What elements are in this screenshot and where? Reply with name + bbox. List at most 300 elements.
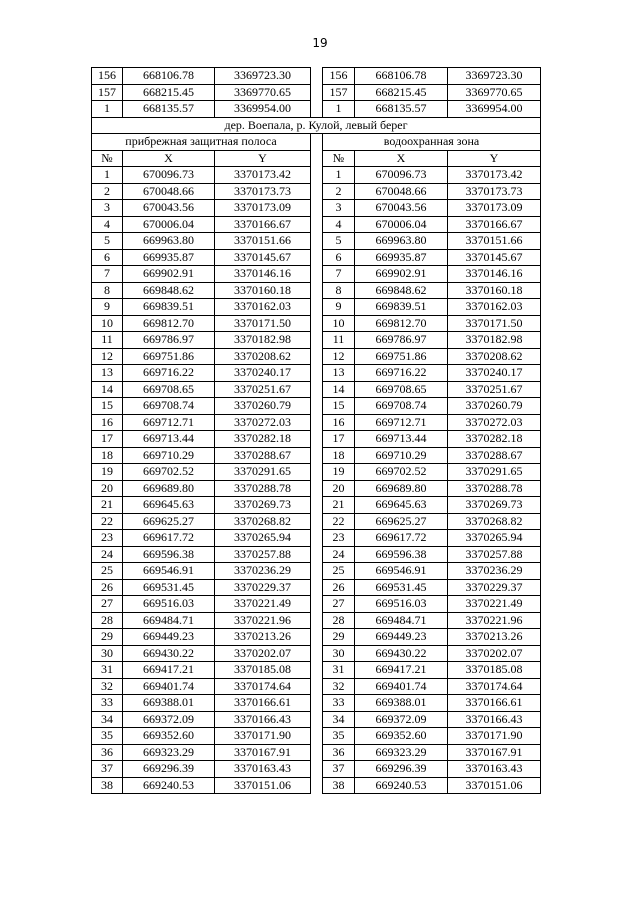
point-number: 3 <box>92 200 123 217</box>
x-coordinate: 669716.22 <box>123 365 215 382</box>
column-gap <box>311 84 323 101</box>
y-coordinate: 3370167.91 <box>215 744 311 761</box>
col-header-number: № <box>323 150 355 167</box>
column-gap <box>311 167 323 184</box>
x-coordinate: 669352.60 <box>123 728 215 745</box>
table-row <box>92 447 541 464</box>
x-coordinate: 670043.56 <box>355 200 448 217</box>
point-number: 6 <box>323 249 355 266</box>
x-coordinate: 669713.44 <box>355 431 448 448</box>
x-coordinate: 669812.70 <box>123 315 215 332</box>
point-number: 33 <box>323 695 355 712</box>
x-coordinate: 669751.86 <box>355 348 448 365</box>
y-coordinate: 3370151.06 <box>215 777 311 794</box>
column-gap <box>311 332 323 349</box>
col-header-number: № <box>92 150 123 167</box>
column-gap <box>311 711 323 728</box>
x-coordinate: 669625.27 <box>123 513 215 530</box>
point-number: 10 <box>323 315 355 332</box>
x-coordinate: 670006.04 <box>355 216 448 233</box>
y-coordinate: 3370174.64 <box>448 678 541 695</box>
y-coordinate: 3369954.00 <box>215 101 311 118</box>
x-coordinate: 669839.51 <box>123 299 215 316</box>
table-row <box>92 414 541 431</box>
point-number: 33 <box>92 695 123 712</box>
column-gap <box>311 183 323 200</box>
x-coordinate: 669689.80 <box>123 480 215 497</box>
column-gap <box>311 414 323 431</box>
column-gap <box>311 777 323 794</box>
x-coordinate: 669531.45 <box>123 579 215 596</box>
page-number: 19 <box>312 36 328 50</box>
x-coordinate: 669417.21 <box>123 662 215 679</box>
point-number: 26 <box>323 579 355 596</box>
column-gap <box>311 431 323 448</box>
point-number: 19 <box>92 464 123 481</box>
table-row <box>92 711 541 728</box>
point-number: 23 <box>323 530 355 547</box>
point-number: 5 <box>323 233 355 250</box>
point-number: 7 <box>92 266 123 283</box>
x-coordinate: 669323.29 <box>123 744 215 761</box>
point-number: 27 <box>323 596 355 613</box>
x-coordinate: 669323.29 <box>355 744 448 761</box>
point-number: 22 <box>323 513 355 530</box>
point-number: 1 <box>92 101 123 118</box>
table-row <box>92 563 541 580</box>
point-number: 23 <box>92 530 123 547</box>
x-coordinate: 670048.66 <box>123 183 215 200</box>
coordinates-table <box>91 67 541 794</box>
point-number: 28 <box>92 612 123 629</box>
point-number: 4 <box>323 216 355 233</box>
x-coordinate: 669430.22 <box>123 645 215 662</box>
y-coordinate: 3370146.16 <box>215 266 311 283</box>
table-row <box>92 761 541 778</box>
x-coordinate: 669902.91 <box>355 266 448 283</box>
x-coordinate: 669372.09 <box>123 711 215 728</box>
x-coordinate: 669296.39 <box>123 761 215 778</box>
column-gap <box>311 744 323 761</box>
point-number: 24 <box>92 546 123 563</box>
point-number: 28 <box>323 612 355 629</box>
column-gap <box>311 513 323 530</box>
y-coordinate: 3370171.50 <box>215 315 311 332</box>
y-coordinate: 3370288.67 <box>215 447 311 464</box>
table-row <box>92 678 541 695</box>
column-gap <box>311 530 323 547</box>
point-number: 14 <box>92 381 123 398</box>
y-coordinate: 3370151.06 <box>448 777 541 794</box>
column-gap <box>311 216 323 233</box>
x-coordinate: 669430.22 <box>355 645 448 662</box>
point-number: 37 <box>323 761 355 778</box>
x-coordinate: 669708.74 <box>355 398 448 415</box>
x-coordinate: 668106.78 <box>355 68 448 85</box>
y-coordinate: 3370182.98 <box>448 332 541 349</box>
x-coordinate: 669625.27 <box>355 513 448 530</box>
x-coordinate: 670096.73 <box>123 167 215 184</box>
point-number: 27 <box>92 596 123 613</box>
point-number: 13 <box>92 365 123 382</box>
column-gap <box>311 497 323 514</box>
y-coordinate: 3370166.61 <box>448 695 541 712</box>
table-row <box>92 612 541 629</box>
y-coordinate: 3369954.00 <box>448 101 541 118</box>
x-coordinate: 669839.51 <box>355 299 448 316</box>
point-number: 25 <box>323 563 355 580</box>
y-coordinate: 3370288.67 <box>448 447 541 464</box>
point-number: 1 <box>92 167 123 184</box>
point-number: 11 <box>323 332 355 349</box>
x-coordinate: 669388.01 <box>355 695 448 712</box>
x-coordinate: 669708.65 <box>355 381 448 398</box>
y-coordinate: 3370202.07 <box>448 645 541 662</box>
point-number: 1 <box>323 101 355 118</box>
x-coordinate: 669240.53 <box>355 777 448 794</box>
y-coordinate: 3370151.66 <box>215 233 311 250</box>
y-coordinate: 3370221.49 <box>448 596 541 613</box>
x-coordinate: 669902.91 <box>123 266 215 283</box>
point-number: 17 <box>92 431 123 448</box>
x-coordinate: 668135.57 <box>123 101 215 118</box>
x-coordinate: 669848.62 <box>355 282 448 299</box>
column-gap <box>311 282 323 299</box>
table-row <box>92 645 541 662</box>
x-coordinate: 668215.45 <box>355 84 448 101</box>
point-number: 30 <box>323 645 355 662</box>
point-number: 22 <box>92 513 123 530</box>
table-row <box>92 513 541 530</box>
y-coordinate: 3370291.65 <box>215 464 311 481</box>
point-number: 10 <box>92 315 123 332</box>
x-coordinate: 669712.71 <box>123 414 215 431</box>
column-gap <box>311 68 323 85</box>
water-protection-zone-title: водоохранная зона <box>323 134 541 151</box>
x-coordinate: 669596.38 <box>355 546 448 563</box>
point-number: 157 <box>323 84 355 101</box>
y-coordinate: 3370272.03 <box>215 414 311 431</box>
point-number: 15 <box>323 398 355 415</box>
point-number: 18 <box>323 447 355 464</box>
column-gap <box>311 398 323 415</box>
y-coordinate: 3370174.64 <box>215 678 311 695</box>
y-coordinate: 3370260.79 <box>215 398 311 415</box>
column-gap <box>311 464 323 481</box>
y-coordinate: 3370173.73 <box>215 183 311 200</box>
column-gap <box>311 596 323 613</box>
table-row <box>92 431 541 448</box>
y-coordinate: 3370171.90 <box>215 728 311 745</box>
point-number: 38 <box>92 777 123 794</box>
table-row <box>92 249 541 266</box>
point-number: 31 <box>323 662 355 679</box>
table-row <box>92 84 541 101</box>
point-number: 156 <box>92 68 123 85</box>
x-coordinate: 669751.86 <box>123 348 215 365</box>
table-row <box>92 216 541 233</box>
x-coordinate: 669702.52 <box>123 464 215 481</box>
point-number: 13 <box>323 365 355 382</box>
section-title-row <box>92 117 541 134</box>
x-coordinate: 669352.60 <box>355 728 448 745</box>
y-coordinate: 3370173.09 <box>215 200 311 217</box>
column-gap <box>311 695 323 712</box>
x-coordinate: 669708.74 <box>123 398 215 415</box>
column-gap <box>311 315 323 332</box>
table-row <box>92 299 541 316</box>
y-coordinate: 3370221.49 <box>215 596 311 613</box>
column-header-row <box>92 150 541 167</box>
y-coordinate: 3370291.65 <box>448 464 541 481</box>
column-gap <box>311 134 323 151</box>
y-coordinate: 3370162.03 <box>215 299 311 316</box>
y-coordinate: 3370229.37 <box>448 579 541 596</box>
point-number: 25 <box>92 563 123 580</box>
y-coordinate: 3370160.18 <box>215 282 311 299</box>
point-number: 2 <box>92 183 123 200</box>
point-number: 34 <box>323 711 355 728</box>
point-number: 26 <box>92 579 123 596</box>
point-number: 17 <box>323 431 355 448</box>
x-coordinate: 669617.72 <box>355 530 448 547</box>
y-coordinate: 3370166.43 <box>448 711 541 728</box>
y-coordinate: 3370166.61 <box>215 695 311 712</box>
zone-titles-row <box>92 134 541 151</box>
x-coordinate: 670048.66 <box>355 183 448 200</box>
point-number: 36 <box>92 744 123 761</box>
table-row <box>92 200 541 217</box>
x-coordinate: 669401.74 <box>123 678 215 695</box>
point-number: 1 <box>323 167 355 184</box>
point-number: 16 <box>92 414 123 431</box>
point-number: 2 <box>323 183 355 200</box>
column-gap <box>311 645 323 662</box>
x-coordinate: 669812.70 <box>355 315 448 332</box>
y-coordinate: 3370265.94 <box>215 530 311 547</box>
point-number: 8 <box>92 282 123 299</box>
table-row <box>92 398 541 415</box>
y-coordinate: 3369723.30 <box>215 68 311 85</box>
column-gap <box>311 348 323 365</box>
x-coordinate: 669716.22 <box>355 365 448 382</box>
column-gap <box>311 563 323 580</box>
y-coordinate: 3370236.29 <box>215 563 311 580</box>
col-header-x: X <box>355 150 448 167</box>
x-coordinate: 669645.63 <box>355 497 448 514</box>
x-coordinate: 669296.39 <box>355 761 448 778</box>
x-coordinate: 669963.80 <box>355 233 448 250</box>
point-number: 35 <box>92 728 123 745</box>
column-gap <box>311 546 323 563</box>
y-coordinate: 3370166.43 <box>215 711 311 728</box>
y-coordinate: 3370288.78 <box>215 480 311 497</box>
coordinate-rows <box>92 167 541 794</box>
x-coordinate: 669963.80 <box>123 233 215 250</box>
y-coordinate: 3370166.67 <box>215 216 311 233</box>
x-coordinate: 669786.97 <box>123 332 215 349</box>
x-coordinate: 669401.74 <box>355 678 448 695</box>
x-coordinate: 669531.45 <box>355 579 448 596</box>
column-gap <box>311 480 323 497</box>
column-gap <box>311 447 323 464</box>
x-coordinate: 669546.91 <box>123 563 215 580</box>
section-header <box>92 117 541 167</box>
col-header-x: X <box>123 150 215 167</box>
point-number: 36 <box>323 744 355 761</box>
x-coordinate: 669689.80 <box>355 480 448 497</box>
point-number: 20 <box>92 480 123 497</box>
point-number: 7 <box>323 266 355 283</box>
point-number: 32 <box>323 678 355 695</box>
column-gap <box>311 728 323 745</box>
coastal-strip-title: прибрежная защитная полоса <box>92 134 311 151</box>
x-coordinate: 669484.71 <box>123 612 215 629</box>
y-coordinate: 3370213.26 <box>448 629 541 646</box>
x-coordinate: 669935.87 <box>355 249 448 266</box>
table-row <box>92 332 541 349</box>
table-row <box>92 167 541 184</box>
table-row <box>92 68 541 85</box>
y-coordinate: 3370162.03 <box>448 299 541 316</box>
point-number: 18 <box>92 447 123 464</box>
y-coordinate: 3370251.67 <box>448 381 541 398</box>
column-gap <box>311 678 323 695</box>
y-coordinate: 3370173.42 <box>215 167 311 184</box>
y-coordinate: 3370282.18 <box>448 431 541 448</box>
y-coordinate: 3370171.90 <box>448 728 541 745</box>
column-gap <box>311 761 323 778</box>
y-coordinate: 3370160.18 <box>448 282 541 299</box>
table-row <box>92 266 541 283</box>
table-row <box>92 546 541 563</box>
x-coordinate: 670096.73 <box>355 167 448 184</box>
y-coordinate: 3370269.73 <box>448 497 541 514</box>
y-coordinate: 3370272.03 <box>448 414 541 431</box>
y-coordinate: 3370167.91 <box>448 744 541 761</box>
x-coordinate: 669617.72 <box>123 530 215 547</box>
x-coordinate: 669449.23 <box>355 629 448 646</box>
y-coordinate: 3370240.17 <box>448 365 541 382</box>
table-row <box>92 348 541 365</box>
point-number: 157 <box>92 84 123 101</box>
point-number: 21 <box>323 497 355 514</box>
x-coordinate: 669596.38 <box>123 546 215 563</box>
y-coordinate: 3370173.42 <box>448 167 541 184</box>
x-coordinate: 668135.57 <box>355 101 448 118</box>
point-number: 35 <box>323 728 355 745</box>
table-row <box>92 101 541 118</box>
point-number: 8 <box>323 282 355 299</box>
y-coordinate: 3370145.67 <box>215 249 311 266</box>
x-coordinate: 670006.04 <box>123 216 215 233</box>
column-gap <box>311 662 323 679</box>
point-number: 21 <box>92 497 123 514</box>
col-header-y: Y <box>215 150 311 167</box>
point-number: 32 <box>92 678 123 695</box>
y-coordinate: 3370221.96 <box>215 612 311 629</box>
point-number: 16 <box>323 414 355 431</box>
y-coordinate: 3370282.18 <box>215 431 311 448</box>
y-coordinate: 3370236.29 <box>448 563 541 580</box>
x-coordinate: 669712.71 <box>355 414 448 431</box>
y-coordinate: 3370257.88 <box>448 546 541 563</box>
table-row <box>92 728 541 745</box>
y-coordinate: 3370257.88 <box>215 546 311 563</box>
y-coordinate: 3369723.30 <box>448 68 541 85</box>
y-coordinate: 3370202.07 <box>215 645 311 662</box>
point-number: 24 <box>323 546 355 563</box>
table-row <box>92 596 541 613</box>
point-number: 37 <box>92 761 123 778</box>
x-coordinate: 669935.87 <box>123 249 215 266</box>
x-coordinate: 669702.52 <box>355 464 448 481</box>
table-row <box>92 579 541 596</box>
y-coordinate: 3370146.16 <box>448 266 541 283</box>
x-coordinate: 669449.23 <box>123 629 215 646</box>
table-row <box>92 777 541 794</box>
table-row <box>92 315 541 332</box>
y-coordinate: 3370163.43 <box>215 761 311 778</box>
x-coordinate: 669848.62 <box>123 282 215 299</box>
point-number: 30 <box>92 645 123 662</box>
y-coordinate: 3369770.65 <box>448 84 541 101</box>
column-gap <box>311 579 323 596</box>
x-coordinate: 669240.53 <box>123 777 215 794</box>
point-number: 15 <box>92 398 123 415</box>
x-coordinate: 668106.78 <box>123 68 215 85</box>
table-row <box>92 381 541 398</box>
x-coordinate: 669710.29 <box>355 447 448 464</box>
point-number: 29 <box>92 629 123 646</box>
y-coordinate: 3370240.17 <box>215 365 311 382</box>
y-coordinate: 3370221.96 <box>448 612 541 629</box>
y-coordinate: 3370208.62 <box>448 348 541 365</box>
y-coordinate: 3370229.37 <box>215 579 311 596</box>
point-number: 19 <box>323 464 355 481</box>
x-coordinate: 669786.97 <box>355 332 448 349</box>
table-row <box>92 480 541 497</box>
y-coordinate: 3370268.82 <box>448 513 541 530</box>
y-coordinate: 3370171.50 <box>448 315 541 332</box>
table-row <box>92 530 541 547</box>
column-gap <box>311 629 323 646</box>
x-coordinate: 669417.21 <box>355 662 448 679</box>
y-coordinate: 3370251.67 <box>215 381 311 398</box>
point-number: 31 <box>92 662 123 679</box>
table-row <box>92 744 541 761</box>
y-coordinate: 3370288.78 <box>448 480 541 497</box>
column-gap <box>311 101 323 118</box>
x-coordinate: 670043.56 <box>123 200 215 217</box>
table-row <box>92 662 541 679</box>
point-number: 14 <box>323 381 355 398</box>
column-gap <box>311 365 323 382</box>
point-number: 11 <box>92 332 123 349</box>
point-number: 9 <box>92 299 123 316</box>
column-gap <box>311 612 323 629</box>
point-number: 34 <box>92 711 123 728</box>
x-coordinate: 669710.29 <box>123 447 215 464</box>
point-number: 5 <box>92 233 123 250</box>
x-coordinate: 669484.71 <box>355 612 448 629</box>
table-row <box>92 695 541 712</box>
column-gap <box>311 200 323 217</box>
point-number: 38 <box>323 777 355 794</box>
y-coordinate: 3370173.73 <box>448 183 541 200</box>
y-coordinate: 3369770.65 <box>215 84 311 101</box>
table-row <box>92 464 541 481</box>
